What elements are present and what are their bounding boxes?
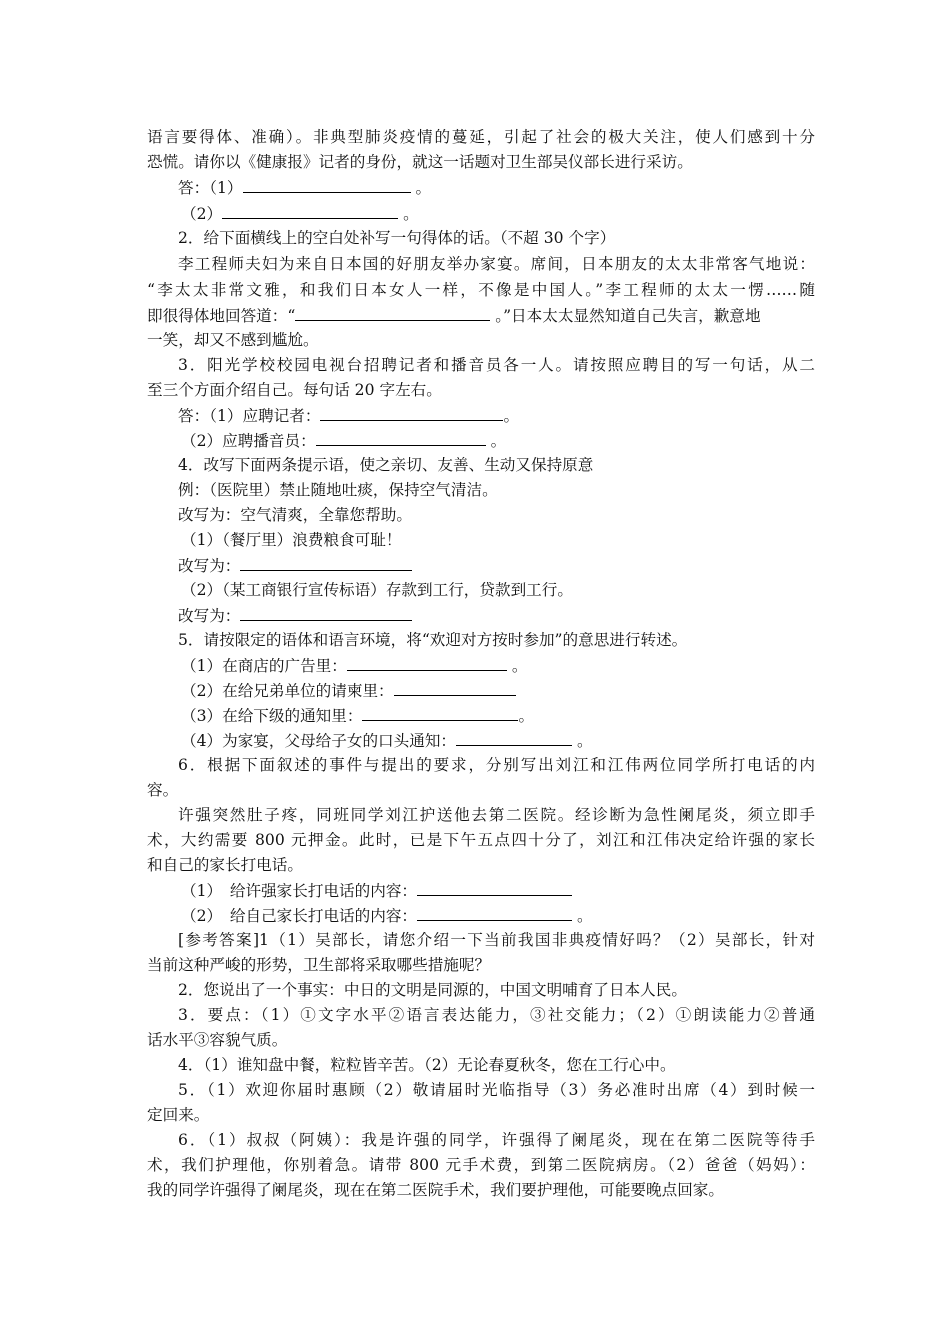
q4-example: 例：（医院里）禁止随地吐痰，保持空气清洁。: [178, 481, 498, 499]
answer-blank[interactable]: [222, 203, 398, 219]
answer-blank[interactable]: [243, 177, 411, 193]
q6-paragraph-3: 和自己的家长打电话。: [147, 856, 303, 874]
answer-6-line-3: 我的同学许强得了阑尾炎，现在在第二医院手术，我们要护理他，可能要晚点回家。: [147, 1181, 724, 1199]
q2-line-2: “李太太非常文雅，和我们日本女人一样，不像是中国人。”李工程师的太太一愣……随: [147, 281, 815, 299]
q2-title: 2．给下面横线上的空白处补写一句得体的话。（不超 30 个字）: [178, 229, 616, 247]
q3-answer-1: 答：（1）应聘记者： 。: [178, 407, 520, 425]
answer-1-line-1: [参考答案]1（1）吴部长，请您介绍一下当前我国非典疫情好吗？（2）吴部长，针对: [178, 931, 815, 949]
answer-6-line-1: 6．（1）叔叔（阿姨）：我是许强的同学，许强得了阑尾炎，现在在第二医院等待手: [178, 1131, 815, 1149]
q6-answer-1: （1） 给许强家长打电话的内容：: [181, 880, 815, 900]
q4-rewrite-1: 改写为：: [178, 555, 815, 575]
q4-rewrite-2: 改写为：: [178, 605, 815, 625]
answer-blank[interactable]: [417, 880, 572, 896]
q6-line-1: 6．根据下面叙述的事件与提出的要求，分别写出刘江和江伟两位同学所打电话的内: [178, 756, 815, 774]
q3-line-2: 至三个方面介绍自己。每句话 20 字左右。: [147, 381, 442, 399]
q3-line-1: 3．阳光学校校园电视台招聘记者和播音员各一人。请按照应聘目的写一句话，从二: [178, 356, 815, 374]
answer-blank[interactable]: [295, 305, 490, 321]
q6-paragraph-2: 术，大约需要 800 元押金。此时，已是下午五点四十分了，刘江和江伟决定给许强的家长: [147, 831, 815, 849]
q6-paragraph-1: 许强突然肚子疼，同班同学刘江护送他去第二医院。经诊断为急性阑尾炎，须立即手: [178, 806, 815, 824]
answer-blank[interactable]: [417, 905, 572, 921]
answer-4: 4．（1）谁知盘中餐，粒粒皆辛苦。（2）无论春夏秋冬，您在工行心中。: [178, 1056, 676, 1074]
q4-example-rewrite: 改写为：空气清爽，全靠您帮助。: [178, 506, 412, 524]
q6-answer-2: （2） 给自己家长打电话的内容： 。: [181, 907, 593, 925]
answer-blank[interactable]: [456, 730, 572, 746]
answer-1-line-2: 当前这种严峻的形势，卫生部将采取哪些措施呢？: [147, 956, 491, 974]
answer-blank[interactable]: [320, 405, 503, 421]
q5-item-2: （2）在给兄弟单位的请柬里：: [181, 680, 815, 700]
q4-item-1: （1）（餐厅里）浪费粮食可耻！: [181, 531, 402, 549]
q4-title: 4．改写下面两条提示语，使之亲切、友善、生动又保持原意: [178, 456, 594, 474]
q5-item-3: （3）在给下级的通知里： 。: [181, 707, 535, 725]
q5-item-1: （1）在商店的广告里： 。: [181, 657, 528, 675]
answer-blank[interactable]: [240, 555, 412, 571]
q6-line-2: 容。: [147, 781, 179, 799]
q4-item-2: （2）（某工商银行宣传标语）存款到工行，贷款到工行。: [181, 581, 573, 599]
q1-answer-2: （2） 。: [181, 205, 419, 223]
q1-line-2: 恐慌。请你以《健康报》记者的身份，就这一话题对卫生部吴仪部长进行采访。: [147, 153, 693, 171]
q5-title: 5．请按限定的语体和语言环境，将“欢迎对方按时参加”的意思进行转述。: [178, 631, 688, 649]
q1-line-1: 语言要得体、准确）。非典型肺炎疫情的蔓延，引起了社会的极大关注，使人们感到十分: [147, 128, 815, 146]
answer-3-line-2: 话水平③容貌气质。: [147, 1031, 288, 1049]
q2-line-3: 即很得体地回答道：“ 。”日本太太显然知道自己失言，歉意地: [147, 307, 761, 325]
answer-2: 2．您说出了一个事实：中日的文明是同源的，中国文明哺育了日本人民。: [178, 981, 687, 999]
q5-item-4: （4）为家宴，父母给子女的口头通知： 。: [181, 732, 593, 750]
q1-answer-1: 答：（1） 。: [178, 179, 432, 197]
answer-blank[interactable]: [347, 655, 507, 671]
answer-blank[interactable]: [362, 705, 518, 721]
answer-5-line-2: 定回来。: [147, 1106, 210, 1124]
q2-line-4: 一笑，却又不感到尴尬。: [147, 331, 319, 349]
q2-line-1: 李工程师夫妇为来自日本国的好朋友举办家宴。席间，日本朋友的太太非常客气地说：: [178, 255, 815, 273]
answer-5-line-1: 5．（1）欢迎你届时惠顾（2）敬请届时光临指导（3）务必准时出席（4）到时候一: [178, 1081, 815, 1099]
answer-blank[interactable]: [240, 605, 412, 621]
answer-3-line-1: 3．要点：（1）①文字水平②语言表达能力，③社交能力；（2）①朗读能力②普通: [178, 1006, 815, 1024]
answer-blank[interactable]: [316, 430, 486, 446]
answer-blank[interactable]: [394, 680, 516, 696]
answer-6-line-2: 术，我们护理他，你别着急。请带 800 元手术费，到第二医院病房。（2）爸爸（妈妈）：: [147, 1156, 815, 1174]
q3-answer-2: （2）应聘播音员： 。: [181, 432, 507, 450]
